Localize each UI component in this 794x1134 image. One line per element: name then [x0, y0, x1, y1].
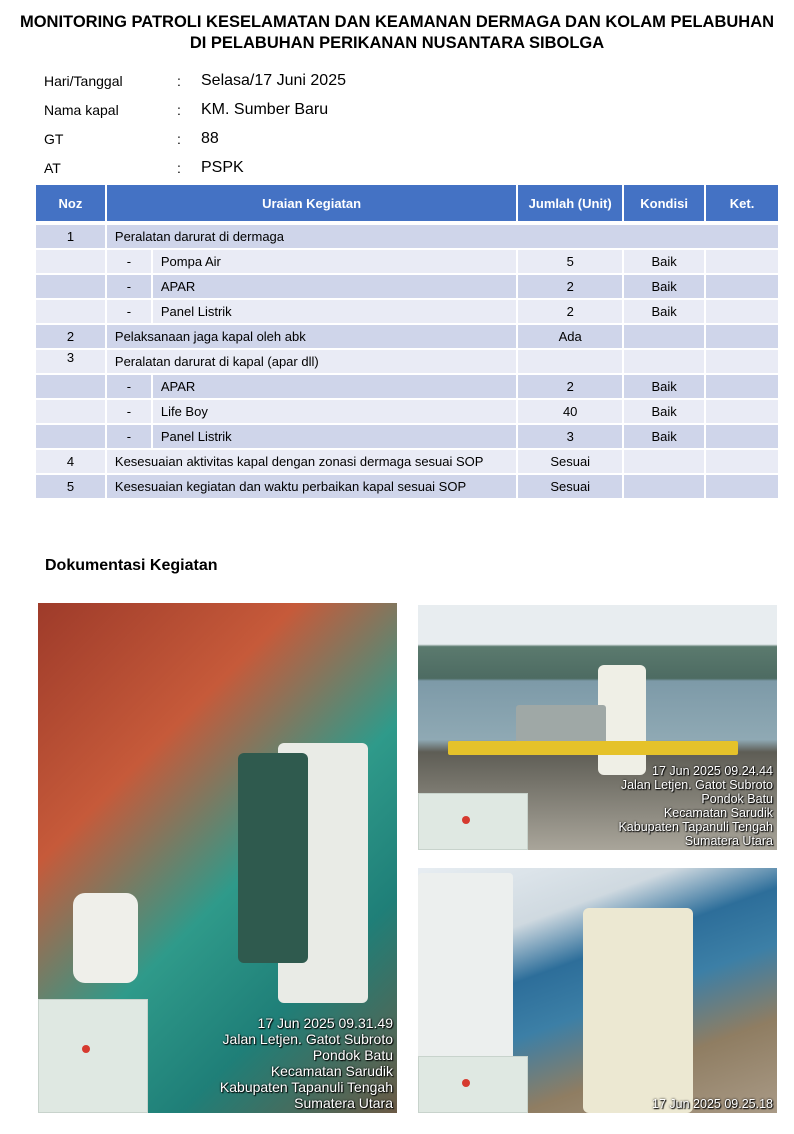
cell-kondisi [623, 474, 705, 499]
header-no: Noz [36, 185, 106, 221]
cell-kondisi: Baik [623, 424, 705, 449]
stamp-line: Sumatera Utara [294, 1095, 393, 1111]
table-row [36, 249, 779, 274]
cell-ket [705, 274, 779, 299]
info-value: 88 [201, 129, 219, 147]
info-row-at [44, 153, 346, 182]
cell-no: 4 [36, 449, 106, 474]
info-colon: : [177, 159, 181, 176]
cell-no [36, 299, 106, 324]
cell-item: Pompa Air [152, 249, 517, 274]
activity-table [36, 185, 780, 500]
stamp-line: Kabupaten Tapanuli Tengah [219, 1079, 393, 1095]
cell-kondisi: Baik [623, 399, 705, 424]
cell-ket [705, 349, 779, 374]
cell-no [36, 374, 106, 399]
info-label: Hari/Tanggal [44, 72, 123, 89]
photo-stamp [652, 1097, 773, 1111]
cell-kondisi [623, 349, 705, 374]
info-section [44, 66, 346, 182]
cell-no [36, 274, 106, 299]
cell-uraian: Peralatan darurat di kapal (apar dll) [106, 349, 517, 374]
header-jumlah: Jumlah (Unit) [517, 185, 623, 221]
table-row [36, 274, 779, 299]
info-row-ship [44, 95, 346, 124]
info-colon: : [177, 130, 181, 147]
photo-stamp [220, 1015, 393, 1111]
title-line-1: MONITORING PATROLI KESELAMATAN DAN KEAMANAN DERMAGA DAN KOLAM PELABUHAN [19, 13, 775, 31]
table-row [36, 399, 779, 424]
document-title [0, 12, 794, 54]
cell-kondisi: Baik [623, 249, 705, 274]
cell-dash: - [106, 299, 152, 324]
cell-item: APAR [152, 374, 517, 399]
documentation-photo-3 [418, 868, 777, 1113]
cell-dash: - [106, 374, 152, 399]
documentation-photo-2 [418, 605, 777, 850]
cell-kondisi: Baik [623, 374, 705, 399]
cell-ket [705, 374, 779, 399]
info-row-date [44, 66, 346, 95]
cell-no [36, 249, 106, 274]
stamp-line: 17 Jun 2025 09.24.44 [652, 764, 773, 778]
dock-edge [448, 741, 738, 755]
info-value: KM. Sumber Baru [201, 100, 329, 118]
map-thumbnail [418, 1056, 528, 1113]
cell-ket [705, 324, 779, 349]
officer-figure [583, 908, 693, 1113]
header-kondisi: Kondisi [623, 185, 705, 221]
info-label: GT [44, 130, 64, 147]
stamp-line: 17 Jun 2025 09.31.49 [257, 1015, 393, 1031]
cell-item: Panel Listrik [152, 424, 517, 449]
cell-jumlah: Ada [517, 324, 623, 349]
cell-jumlah: 2 [517, 299, 623, 324]
title-line-2: DI PELABUHAN PERIKANAN NUSANTARA SIBOLGA [189, 34, 605, 52]
cell-kondisi: Baik [623, 299, 705, 324]
cell-kondisi [623, 324, 705, 349]
cell-no: 2 [36, 324, 106, 349]
cell-kondisi: Baik [623, 274, 705, 299]
cell-ket [705, 424, 779, 449]
cell-no [36, 424, 106, 449]
stamp-line: 17 Jun 2025 09.25.18 [652, 1097, 773, 1111]
header-ket: Ket. [705, 185, 779, 221]
cell-uraian: Kesesuaian kegiatan dan waktu perbaikan kapal sesuai SOP [106, 474, 517, 499]
cell-jumlah: Sesuai [517, 449, 623, 474]
cell-jumlah: 5 [517, 249, 623, 274]
photo-stamp [618, 764, 773, 848]
documentation-heading: Dokumentasi Kegiatan [45, 557, 218, 574]
cell-no: 1 [36, 225, 106, 249]
cell-dash: - [106, 274, 152, 299]
table-row [36, 349, 779, 374]
cell-ket [705, 474, 779, 499]
cell-item: Panel Listrik [152, 299, 517, 324]
stamp-line: Kabupaten Tapanuli Tengah [618, 820, 773, 834]
cell-jumlah: Sesuai [517, 474, 623, 499]
cell-uraian: Pelaksanaan jaga kapal oleh abk [106, 324, 517, 349]
info-colon: : [177, 72, 181, 89]
info-value: Selasa/17 Juni 2025 [201, 71, 346, 89]
crew-figure [238, 753, 308, 963]
cell-item: APAR [152, 274, 517, 299]
table-row [36, 374, 779, 399]
cell-ket [705, 449, 779, 474]
cell-kondisi [623, 449, 705, 474]
info-colon: : [177, 101, 181, 118]
table-row [36, 324, 779, 349]
cell-no: 3 [36, 349, 106, 374]
stamp-line: Jalan Letjen. Gatot Subroto [222, 1031, 393, 1047]
cell-ket [705, 299, 779, 324]
cell-dash: - [106, 249, 152, 274]
info-row-gt [44, 124, 346, 153]
table-row [36, 474, 779, 499]
stamp-line: Pondok Batu [312, 1047, 393, 1063]
stamp-line: Sumatera Utara [684, 834, 773, 848]
stamp-line: Kecamatan Sarudik [663, 806, 773, 820]
table-header-row [36, 185, 779, 221]
cell-jumlah: 2 [517, 374, 623, 399]
cell-ket [705, 399, 779, 424]
header-uraian: Uraian Kegiatan [106, 185, 517, 221]
cell-uraian: Kesesuaian aktivitas kapal dengan zonasi dermaga sesuai SOP [106, 449, 517, 474]
cell-jumlah: 40 [517, 399, 623, 424]
cell-no: 5 [36, 474, 106, 499]
stamp-line: Kecamatan Sarudik [270, 1063, 393, 1079]
info-label: Nama kapal [44, 101, 119, 118]
table-row [36, 424, 779, 449]
map-thumbnail [418, 793, 528, 850]
table-row [36, 225, 779, 249]
container-object [73, 893, 138, 983]
cell-uraian: Peralatan darurat di dermaga [106, 225, 779, 249]
table-row [36, 449, 779, 474]
cell-dash: - [106, 399, 152, 424]
stamp-line: Pondok Batu [701, 792, 773, 806]
map-thumbnail [38, 999, 148, 1113]
cell-jumlah: 2 [517, 274, 623, 299]
table-row [36, 299, 779, 324]
cell-dash: - [106, 424, 152, 449]
cell-ket [705, 249, 779, 274]
cell-jumlah [517, 349, 623, 374]
stamp-line: Jalan Letjen. Gatot Subroto [620, 778, 773, 792]
cell-item: Life Boy [152, 399, 517, 424]
info-label: AT [44, 159, 61, 176]
cell-no [36, 399, 106, 424]
info-value: PSPK [201, 158, 244, 176]
cell-jumlah: 3 [517, 424, 623, 449]
bollard-object [516, 705, 606, 745]
documentation-photo-1 [38, 603, 397, 1113]
